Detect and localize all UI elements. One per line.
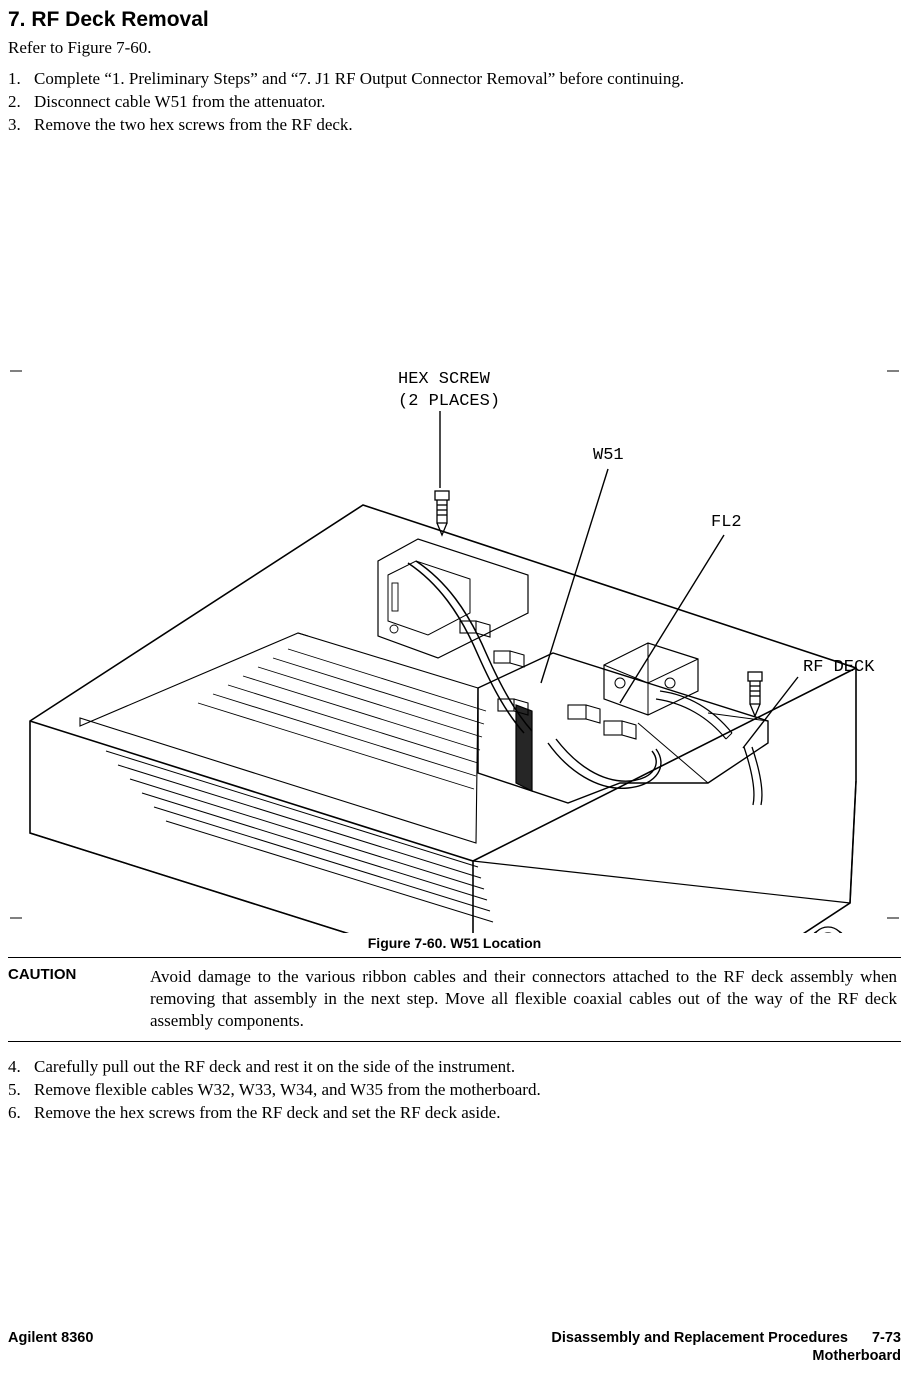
footer-procedures: Disassembly and Replacement Procedures xyxy=(551,1330,848,1346)
list-item-number: 4. xyxy=(8,1056,21,1076)
list-item-number: 2. xyxy=(8,91,21,111)
rf-deck-diagram xyxy=(8,143,901,933)
callout-hex-screw-line2: (2 PLACES) xyxy=(398,392,501,412)
list-item-text: Remove the two hex screws from the RF deck. xyxy=(34,114,353,134)
page-footer xyxy=(8,1330,901,1364)
list-item xyxy=(8,1079,901,1101)
list-item-text: Complete “1. Preliminary Steps” and “7. J1 RF Output Connector Removal” before continuing. xyxy=(34,69,685,88)
list-item xyxy=(8,91,901,113)
caution-label: CAUTION xyxy=(8,966,77,984)
list-item-text: Remove the hex screws from the RF deck and set the RF deck aside. xyxy=(34,1102,501,1122)
hex-screw-left xyxy=(435,491,449,535)
callout-rf-deck: RF DECK xyxy=(803,658,875,678)
list-item-text: Remove flexible cables W32, W33, W34, and W35 from the motherboard. xyxy=(34,1079,541,1099)
refer-text: Refer to Figure 7-60. xyxy=(8,38,152,57)
footer-left: Agilent 8360 xyxy=(8,1330,94,1346)
caution-block xyxy=(8,957,901,1041)
footer-page-number: 7-73 xyxy=(871,1330,901,1346)
list-item xyxy=(8,114,901,136)
list-item-text: Carefully pull out the RF deck and rest it on the side of the instrument. xyxy=(34,1056,516,1076)
steps-list-before xyxy=(8,68,901,135)
footer-subtitle: Motherboard xyxy=(812,1348,901,1364)
callout-fl2: FL2 xyxy=(711,513,742,533)
list-item-number: 6. xyxy=(8,1102,21,1122)
list-item-number: 3. xyxy=(8,114,21,134)
hex-screw-right xyxy=(748,672,762,716)
list-item xyxy=(8,1102,901,1124)
steps-list-after xyxy=(8,1056,901,1124)
list-item-number: 1. xyxy=(8,69,21,88)
callout-w51: W51 xyxy=(593,446,624,466)
caution-text: Avoid damage to the various ribbon cables and their connectors attached to the RF deck assembly when removing that assembly in the next step. Move all flexible coaxial cables out of the way of the RF deck assembly components. xyxy=(150,967,897,1031)
page-content xyxy=(8,8,901,1125)
list-item xyxy=(8,68,901,90)
figure-caption: Figure 7-60. W51 Location xyxy=(367,935,542,952)
page-title: 7. RF Deck Removal xyxy=(8,8,209,31)
list-item xyxy=(8,1056,901,1078)
list-item-number: 5. xyxy=(8,1079,21,1099)
list-item-text: Disconnect cable W51 from the attenuator. xyxy=(34,91,326,111)
figure-illustration xyxy=(8,143,901,933)
callout-hex-screw-line1: HEX SCREW xyxy=(398,370,490,390)
